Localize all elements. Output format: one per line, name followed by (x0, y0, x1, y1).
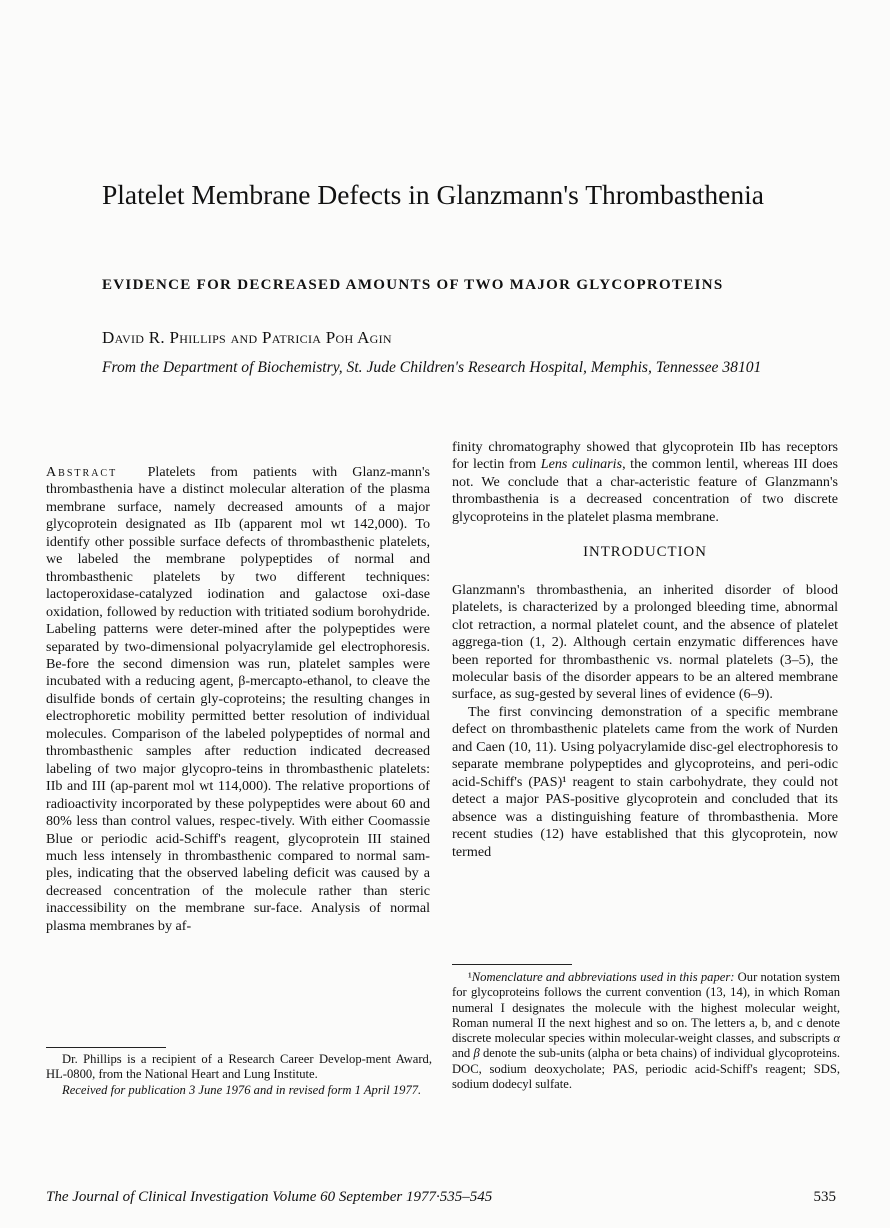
abstract-continuation-end: , the common lentil, whereas III does not. We conclude that a char-acteristic feature of Glanzmann's thrombasthenia is a decreased concentration of two discrete glycoproteins in the platelet plasma membrane. (452, 456, 838, 525)
abstract-continuation-text: finity chromatography showed that glycoprotein IIb has receptors for lectin from (452, 439, 838, 473)
career-award-note: Dr. Phillips is a recipient of a Research Career Develop-ment Award, HL-0800, from the National Heart and Lung Institute. (46, 1052, 432, 1082)
intro-paragraph-2: The first convincing demonstration of a specific membrane defect on thrombasthenic platelets came from the work of Nurden and Caen (10, 11). Using polyacrylamide disc-gel electrophoresis to separate membrane polypeptides and glycoproteins, and peri-odic acid-Schiff's (PAS)¹ reagent to stain carbohydrate, they could not detect a major PAS-positive glycoprotein and concluded that its absence was a distinguishing feature of thrombasthenia. More recent studies (12) have established that this glycoprotein, now termed (452, 703, 838, 860)
species-name: Lens culinaris (540, 456, 623, 473)
footnote-text-2: denote the sub-units (alpha or beta chains) of individual glycoproteins. DOC, sodium deoxycholate; PAS, periodic acid-Schiff's reagent; SDS, sodium dodecyl sulfate. (452, 1046, 840, 1092)
alpha-symbol: α (833, 1031, 840, 1046)
abstract-label: Abstract (46, 464, 118, 480)
beta-symbol: β (473, 1046, 480, 1061)
left-footnotes (46, 1052, 432, 1098)
intro-paragraph-1: Glanzmann's thrombasthenia, an inherited disorder of blood platelets, is characterized by a prolonged bleeding time, abnormal clot retraction, a normal platelet count, and the absence of platelet aggrega-tion (1, 2). Although certain enzymatic differences have been reported for thrombasthenic vs. normal platelets (3–5), the molecular basis of the disorder appears to be an altered membrane surface, as sug-gested by several lines of evidence (6–9). (452, 581, 838, 703)
article-title: Platelet Membrane Defects in Glanzmann's Thrombasthenia (102, 179, 764, 210)
author-line: David R. Phillips and Patricia Poh Agin (102, 328, 392, 347)
footnote-and: and (452, 1046, 474, 1061)
left-column (46, 464, 430, 935)
abstract-paragraph (46, 464, 430, 935)
journal-footer (46, 1187, 836, 1207)
footnote-lead: Nomenclature and abbreviations used in this paper: (471, 970, 735, 984)
affiliation: From the Department of Biochemistry, St. Jude Children's Research Hospital, Memphis, Tennessee 38101 (102, 359, 762, 376)
introduction-heading: INTRODUCTION (583, 544, 707, 561)
footnote-rule-right (452, 964, 572, 965)
footnote-paragraph (452, 970, 840, 1092)
article-subtitle: EVIDENCE FOR DECREASED AMOUNTS OF TWO MAJOR GLYCOPROTEINS (102, 277, 724, 293)
abstract-text: Platelets from patients with Glanz-mann's thrombasthenia have a distinct molecular alteration of the plasma membrane surface, namely decreased amounts of a major glycoprotein designated as IIb (apparent mol wt 142,000). To identify other possible surface defects of thrombasthenic platelets, we labeled the membrane polypeptides of normal and thrombasthenic platelets by two different techniques: lactoperoxidase-catalyzed iodination and galactose oxi-dase oxidation, followed by reduction with tritiated sodium borohydride. Labeling patterns were deter-mined after the polypeptides were separated by two-dimensional polyacrylamide gel electrophoresis. Be-fore the second dimension was run, platelet samples were incubated with a reducing agent, β-mercapto-ethanol, to cleave the disulfide bonds of certain gly-coproteins; the resulting changes in electrophoretic mobility permitted better resolution of individual molecules. Comparison of the labeled polypeptides of normal and thrombasthenic samples after reduction indicated decreased labeling of two major glycopro-teins in thrombasthenic platelets: IIb and III (ap-parent mol wt 114,000). The relative proportions of radioactivity incorporated by these polypeptides were about 60 and 80% less than control values, respec-tively. With either Coomassie Blue or periodic acid-Schiff's reagent, glycoprotein III stained much less intensely in thrombasthenic compared to normal sam-ples, indicating that the observed labeling deficit was caused by a decreased concentration of the molecule rather than steric inaccessibility on the membrane sur-face. Analysis of normal plasma membranes by af- (46, 464, 430, 934)
nomenclature-footnote (452, 970, 840, 1092)
footnote-marker: ¹ (468, 970, 472, 984)
abstract-continuation (452, 439, 838, 526)
page-number: 535 (813, 1189, 836, 1205)
footnote-text: Our notation system for glycoproteins follows the current convention (13, 14), in which Roman numeral I designates the molecule with the highest molecular weight, Roman numeral II the next highest and so on. The letters a, b, and c denote discrete molecular species within molecular-weight classes, and subscripts (452, 970, 840, 1046)
footnote-rule-left (46, 1047, 166, 1048)
received-note: Received for publication 3 June 1976 and in revised form 1 April 1977. (62, 1082, 422, 1097)
journal-citation: The Journal of Clinical Investigation Volume 60 September 1977·535–545 (46, 1189, 493, 1205)
right-column (452, 439, 838, 861)
